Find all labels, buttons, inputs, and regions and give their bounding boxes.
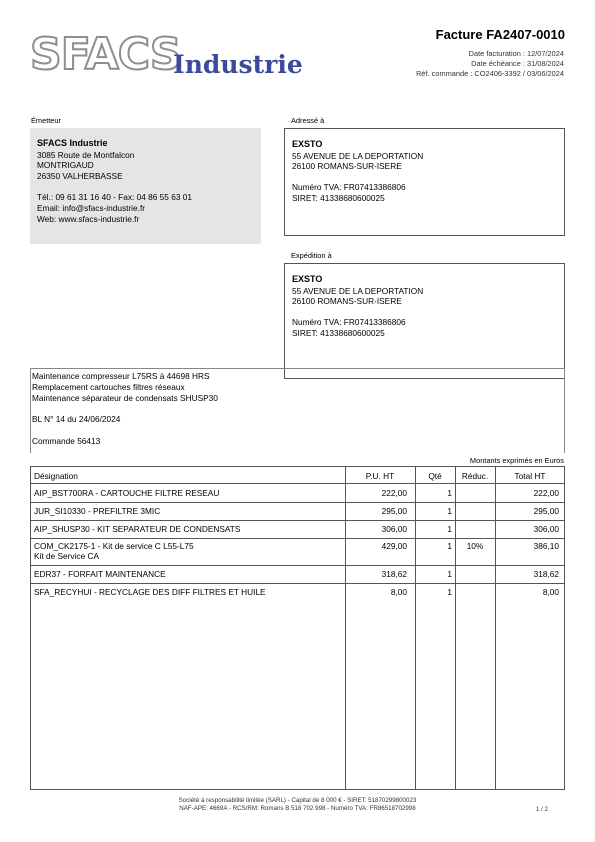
footer-registration-info: NAF-APE: 4669A - RCS/RM: Romans B 518 702 998 - Numéro TVA: FR86518702998 bbox=[179, 805, 416, 813]
legal-footer bbox=[0, 797, 595, 814]
row-unit-price: 429,00 bbox=[381, 541, 407, 551]
row-quantity: 1 bbox=[447, 587, 452, 597]
row-designation: COM_CK2175-1 - Kit de service C L55-L75 bbox=[34, 541, 194, 551]
currency-note: Montants exprimés en Euros bbox=[469, 456, 564, 465]
header-divider bbox=[31, 483, 564, 484]
company-logo bbox=[30, 29, 303, 82]
emitter-address-line: MONTRIGAUD bbox=[37, 160, 94, 171]
addressed-box bbox=[284, 128, 565, 236]
note-line bbox=[32, 403, 218, 414]
emitter-name: SFACS Industrie bbox=[37, 138, 108, 148]
shipping-address-line: 26100 ROMANS-SUR-ISERE bbox=[292, 296, 402, 307]
note-line: Commande 56413 bbox=[32, 436, 101, 447]
note-line: Maintenance séparateur de condensats SHUSP30 bbox=[32, 392, 218, 403]
notes-box bbox=[30, 368, 565, 453]
addressed-label: Adressé à bbox=[291, 116, 325, 125]
addressed-address-line: 26100 ROMANS-SUR-ISERE bbox=[292, 161, 402, 172]
row-divider bbox=[31, 520, 564, 521]
row-designation: AIP_BST700RA - CARTOUCHE FILTRE RESEAU bbox=[34, 488, 220, 498]
row-total: 222,00 bbox=[533, 488, 559, 498]
shipping-box bbox=[284, 263, 565, 379]
row-quantity: 1 bbox=[447, 524, 452, 534]
logo-brand-text: SFACS bbox=[30, 29, 181, 80]
logo-suffix-text: Industrie bbox=[173, 50, 303, 79]
row-total: 386,10 bbox=[533, 541, 559, 551]
row-unit-price: 8,00 bbox=[390, 587, 407, 597]
row-total: 8,00 bbox=[542, 587, 559, 597]
row-unit-price: 306,00 bbox=[381, 524, 407, 534]
emitter-address-line: 3085 Route de Montfalcon bbox=[37, 149, 135, 160]
shipping-siret: SIRET: 41338680600025 bbox=[292, 328, 385, 339]
note-line bbox=[32, 425, 218, 436]
invoice-date: Date facturation : 12/07/2024 bbox=[468, 49, 564, 58]
footer-company-info: Société à responsabilité limitée (SARL) - Capital de 8 000 € - SIRET: 51870299800023 bbox=[178, 797, 417, 804]
emitter-box bbox=[30, 128, 261, 244]
shipping-address-line: 55 AVENUE DE LA DEPORTATION bbox=[292, 285, 424, 296]
emitter-website: Web: www.sfacs-industrie.fr bbox=[37, 213, 140, 224]
header-unit-price: P.U. HT bbox=[365, 471, 395, 481]
row-total: 318,62 bbox=[533, 569, 559, 579]
note-line: Maintenance compresseur L75RS à 44698 HRS bbox=[32, 371, 210, 381]
emitter-phone-fax: Tél.: 09 61 31 16 40 - Fax: 04 86 55 63 01 bbox=[37, 192, 192, 203]
row-divider bbox=[31, 583, 564, 584]
items-table bbox=[30, 466, 565, 790]
row-unit-price: 222,00 bbox=[381, 488, 407, 498]
page-number: 1 / 2 bbox=[535, 806, 548, 813]
row-quantity: 1 bbox=[447, 541, 452, 551]
row-subtitle: Kit de Service CA bbox=[34, 551, 100, 561]
row-divider bbox=[31, 502, 564, 503]
row-quantity: 1 bbox=[447, 488, 452, 498]
note-line: Remplacement cartouches filtres réseaux bbox=[32, 381, 185, 392]
emitter-label: Émetteur bbox=[31, 116, 61, 125]
shipping-label: Expédition à bbox=[291, 251, 332, 260]
row-designation: JUR_SI10330 - PREFILTRE 3MIC bbox=[34, 506, 161, 516]
row-total: 306,00 bbox=[533, 524, 559, 534]
shipping-vat-number: Numéro TVA: FR07413386806 bbox=[292, 317, 406, 328]
addressed-name: EXSTO bbox=[292, 139, 323, 149]
emitter-email: Email: info@sfacs-industrie.fr bbox=[37, 202, 146, 213]
row-total: 295,00 bbox=[533, 506, 559, 516]
row-quantity: 1 bbox=[447, 569, 452, 579]
row-divider bbox=[31, 538, 564, 539]
row-designation: EDR37 - FORFAIT MAINTENANCE bbox=[34, 569, 166, 579]
row-designation: AIP_SHUSP30 - KIT SEPARATEUR DE CONDENSATS bbox=[34, 524, 241, 534]
emitter-address-line: 26350 VALHERBASSE bbox=[37, 171, 123, 182]
shipping-name: EXSTO bbox=[292, 274, 323, 284]
note-line: BL N° 14 du 24/06/2024 bbox=[32, 414, 121, 425]
addressed-address-line: 55 AVENUE DE LA DEPORTATION bbox=[292, 150, 424, 161]
row-unit-price: 318,62 bbox=[381, 569, 407, 579]
row-unit-price: 295,00 bbox=[381, 506, 407, 516]
row-divider bbox=[31, 565, 564, 566]
order-reference: Réf. commande : CO2406-3392 / 03/06/2024 bbox=[416, 69, 564, 78]
invoice-title: Facture FA2407-0010 bbox=[435, 27, 565, 42]
addressed-siret: SIRET: 41338680600025 bbox=[292, 193, 385, 204]
header-discount: Réduc. bbox=[461, 471, 489, 481]
header-designation: Désignation bbox=[34, 471, 78, 481]
row-quantity: 1 bbox=[447, 506, 452, 516]
notes-text bbox=[32, 371, 218, 447]
due-date: Date échéance : 31/08/2024 bbox=[471, 59, 564, 68]
row-discount: 10% bbox=[466, 541, 484, 551]
addressed-vat-number: Numéro TVA: FR07413386806 bbox=[292, 182, 406, 193]
header-quantity: Qté bbox=[428, 471, 442, 481]
header-total: Total HT bbox=[514, 471, 546, 481]
column-divider bbox=[455, 467, 456, 789]
row-designation: SFA_RECYHUI - RECYCLAGE DES DIFF FILTRES ET HUILE bbox=[34, 587, 266, 597]
